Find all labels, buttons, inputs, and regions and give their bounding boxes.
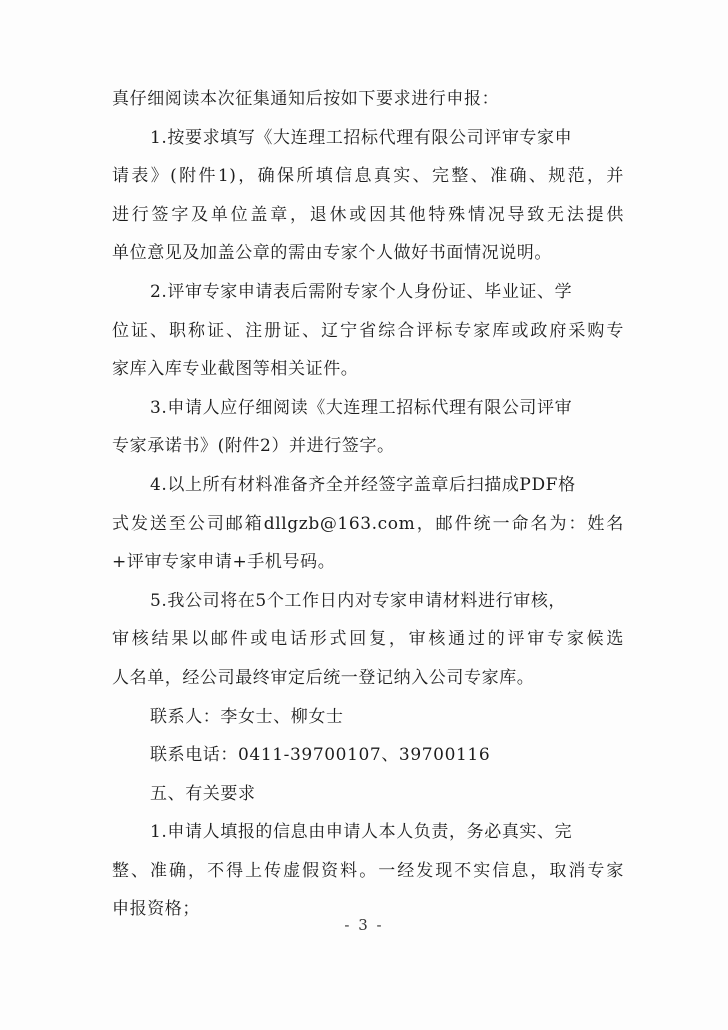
requirement-1-line: 请表》(附件1)，确保所填信息真实、完整、准确、规范，并 — [112, 166, 624, 187]
page-number: - 3 - — [344, 916, 384, 934]
text-line-continuation: 真仔细阅读本次征集通知后按如下要求进行申报： — [112, 89, 500, 109]
requirement-2-line: 2.评审专家申请表后需附专家个人身份证、毕业证、学 — [150, 281, 573, 302]
requirement-4-line: 式发送至公司邮箱dllgzb@163.com，邮件统一命名为：姓名 — [112, 513, 624, 534]
requirement-5-line: 人名单，经公司最终审定后统一登记纳入公司专家库。 — [112, 667, 535, 688]
document-body — [112, 84, 624, 933]
requirement-2-line: 家库入库专业截图等相关证件。 — [112, 359, 359, 380]
requirement-line: 1.申请人填报的信息由申请人本人负责，务必真实、完 — [150, 822, 573, 843]
contact-phone: 联系电话：0411-39700107、39700116 — [150, 745, 491, 766]
requirement-2-line: 位证、职称证、注册证、辽宁省综合评标专家库或政府采购专 — [112, 320, 624, 341]
requirement-line: 申报资格； — [112, 899, 200, 920]
requirement-1-line: 进行签字及单位盖章，退休或因其他特殊情况导致无法提供 — [112, 204, 624, 225]
requirement-3-line: 3.申请人应仔细阅读《大连理工招标代理有限公司评审 — [150, 397, 573, 418]
requirement-line: 整、准确，不得上传虚假资料。一经发现不实信息，取消专家 — [112, 860, 624, 881]
requirement-5-line: 5.我公司将在5个工作日内对专家申请材料进行审核， — [150, 590, 567, 611]
requirement-1-line: 1.按要求填写《大连理工招标代理有限公司评审专家申 — [150, 127, 573, 148]
contact-person: 联系人：李女士、柳女士 — [150, 706, 344, 727]
requirement-3-line: 专家承诺书》(附件2）并进行签字。 — [112, 436, 395, 457]
requirement-4-line: +评审专家申请+手机号码。 — [112, 552, 336, 573]
section-heading: 五、有关要求 — [150, 783, 256, 804]
requirement-1-line: 单位意见及加盖公章的需由专家个人做好书面情况说明。 — [112, 243, 552, 264]
requirement-4-line: 4.以上所有材料准备齐全并经签字盖章后扫描成PDF格 — [150, 474, 576, 495]
requirement-5-line: 审核结果以邮件或电话形式回复，审核通过的评审专家候选 — [112, 629, 624, 650]
